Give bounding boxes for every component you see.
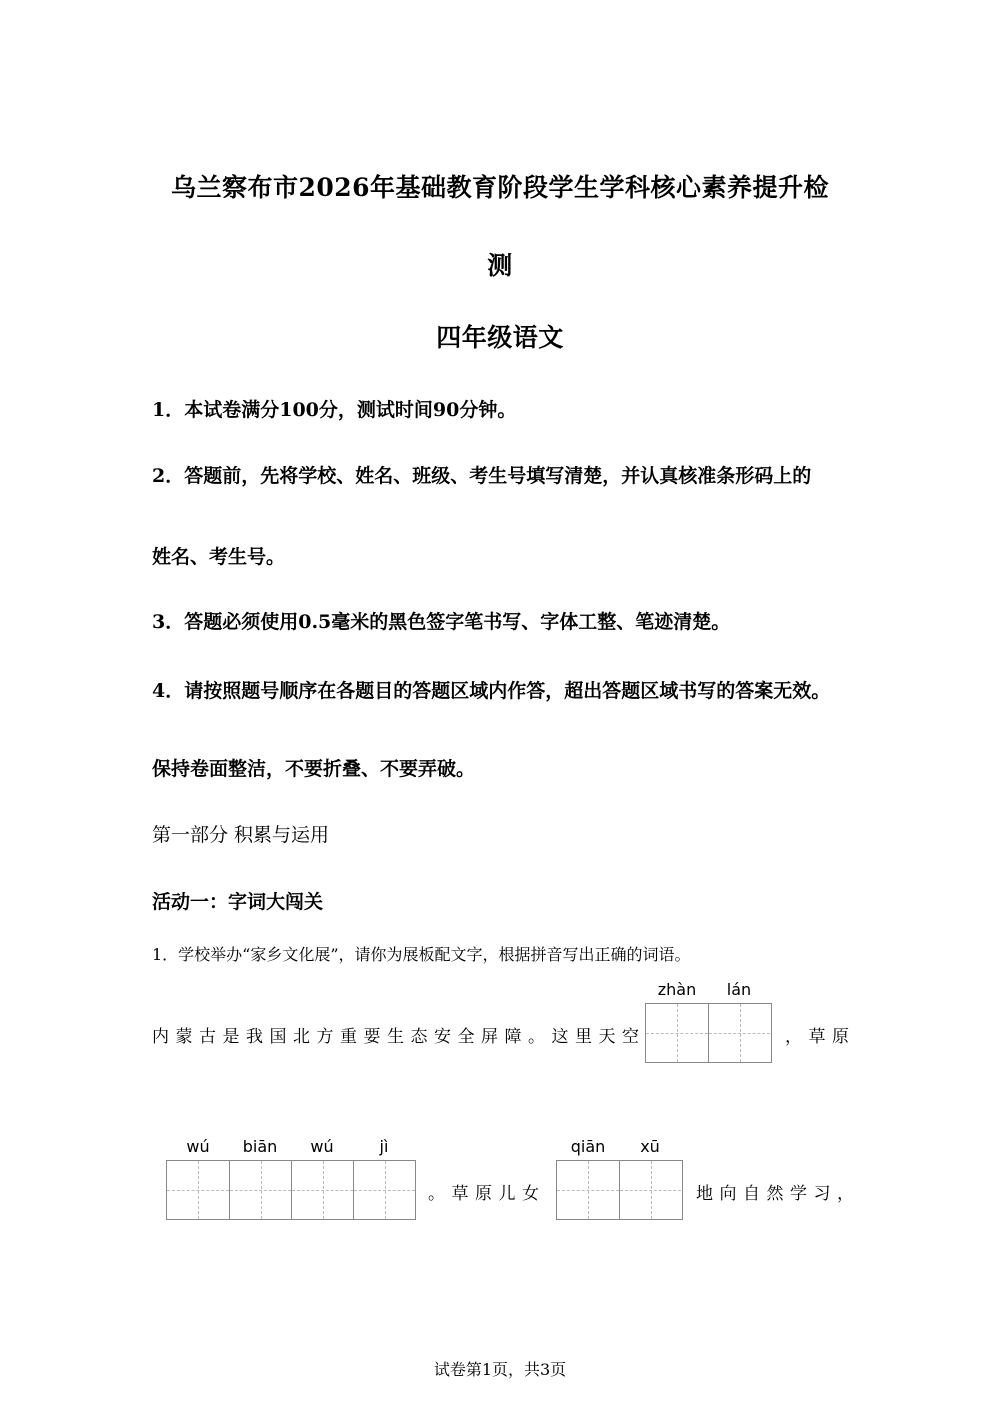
question-1-text-line1-after: ，草原 xyxy=(785,1027,856,1047)
pinyin-lan: lán xyxy=(726,980,752,999)
answer-cell[interactable] xyxy=(167,1161,229,1219)
answer-cell[interactable] xyxy=(353,1161,415,1219)
answer-cell[interactable] xyxy=(229,1161,291,1219)
answer-grid-1[interactable] xyxy=(645,1003,772,1063)
answer-cell[interactable] xyxy=(619,1161,681,1219)
pinyin-ji: jì xyxy=(379,1137,389,1156)
notice-5: 保持卷面整洁，不要折叠、不要弄破。 xyxy=(152,758,476,780)
question-1-text-line2-mid: 。草原儿女 xyxy=(428,1184,546,1204)
question-1-prompt: 1．学校举办“家乡文化展”，请你为展板配文字，根据拼音写出正确的词语。 xyxy=(152,945,691,964)
notice-1: 1．本试卷满分100分，测试时间90分钟。 xyxy=(152,399,517,421)
exam-title-line1: 乌兰察布市2026年基础教育阶段学生学科核心素养提升检 xyxy=(170,173,830,202)
page-footer: 试卷第1页，共3页 xyxy=(433,1360,567,1379)
pinyin-qian: qiān xyxy=(570,1137,606,1156)
question-1-text-line1: 内蒙古是我国北方重要生态安全屏障。这里天空 xyxy=(152,1027,646,1047)
notice-2-continued: 姓名、考生号。 xyxy=(152,546,286,568)
pinyin-wu-2: wú xyxy=(310,1137,334,1156)
part-title: 第一部分 积累与运用 xyxy=(152,824,330,846)
pinyin-wu-1: wú xyxy=(186,1137,210,1156)
answer-cell[interactable] xyxy=(646,1004,708,1062)
exam-subtitle: 四年级语文 xyxy=(436,323,564,352)
answer-grid-3[interactable] xyxy=(556,1160,683,1220)
exam-title-line2: 测 xyxy=(487,251,513,280)
question-1-text-line2-after: 地向自然学习， xyxy=(696,1184,861,1204)
activity-title: 活动一：字词大闯关 xyxy=(152,891,324,913)
pinyin-xu: xū xyxy=(640,1137,660,1156)
answer-cell[interactable] xyxy=(557,1161,619,1219)
notice-4: 4．请按照题号顺序在各题目的答题区域内作答，超出答题区域书写的答案无效。 xyxy=(152,680,831,702)
notice-3: 3．答题必须使用0.5毫米的黑色签字笔书写、字体工整、笔迹清楚。 xyxy=(152,611,731,633)
pinyin-bian: biān xyxy=(242,1137,278,1156)
answer-cell[interactable] xyxy=(291,1161,353,1219)
pinyin-zhan: zhàn xyxy=(657,980,697,999)
notice-2: 2．答题前，先将学校、姓名、班级、考生号填写清楚，并认真核准条形码上的 xyxy=(152,465,812,487)
answer-grid-2[interactable] xyxy=(166,1160,416,1220)
answer-cell[interactable] xyxy=(708,1004,770,1062)
